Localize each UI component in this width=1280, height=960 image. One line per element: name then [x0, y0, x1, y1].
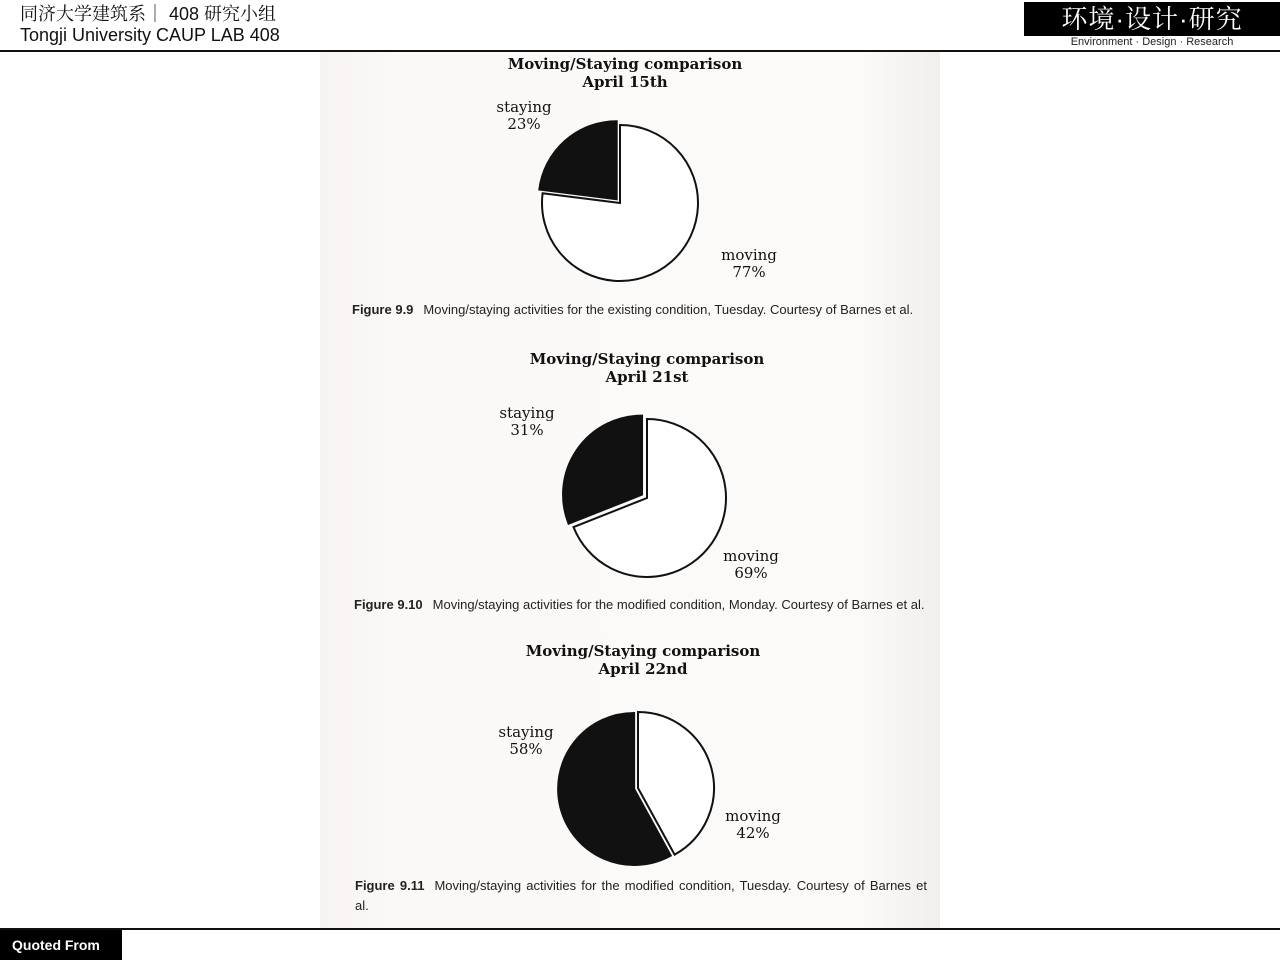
slice-value: 58% — [509, 740, 543, 758]
figure-caption — [352, 300, 924, 320]
pie-chart — [542, 407, 752, 592]
figure-caption — [354, 595, 926, 615]
slice-value: 42% — [736, 824, 770, 842]
lab-name-english: Tongji University CAUP LAB 408 — [20, 25, 280, 45]
slice-value: 23% — [507, 115, 541, 133]
scanned-book-page — [320, 52, 940, 928]
slice-name: staying — [496, 98, 552, 116]
figure-caption-text: Moving/staying activities for the modified condition, Tuesday. Courtesy of Barnes et al. — [355, 878, 927, 913]
slice-name: moving — [721, 246, 777, 264]
figure-number: Figure 9.10 — [354, 597, 423, 612]
slice-name: staying — [499, 404, 555, 422]
slice-label-moving — [718, 808, 788, 842]
chart-subtitle: April 22nd — [598, 660, 688, 678]
slice-name: moving — [725, 807, 781, 825]
slice-value: 69% — [734, 564, 768, 582]
figure-number: Figure 9.11 — [355, 878, 425, 893]
chart-title-line: Moving/Staying comparison — [525, 642, 761, 660]
chart-title — [492, 350, 802, 386]
lab-name-chinese: 同济大学建筑系｜ 408 研究小组 — [20, 4, 277, 24]
chart-subtitle: April 15th — [582, 73, 668, 91]
figure-number: Figure 9.9 — [352, 302, 414, 317]
chart-title — [470, 55, 780, 91]
logo-subtitle: Environment · Design · Research — [1070, 36, 1234, 48]
footer-divider — [0, 928, 1280, 930]
slice-label-moving — [714, 247, 784, 281]
figure-caption — [355, 876, 927, 916]
chart-subtitle: April 21st — [605, 368, 689, 386]
pie-chart — [542, 702, 727, 874]
page-header — [0, 0, 1280, 50]
slice-value: 77% — [732, 263, 766, 281]
pie-chart — [520, 112, 720, 302]
logo — [1024, 0, 1280, 50]
figure-caption-text: Moving/staying activities for the modified condition, Monday. Courtesy of Barnes et al. — [432, 597, 925, 612]
slice-name: moving — [723, 547, 779, 565]
quoted-from-label: Quoted From — [0, 930, 122, 960]
figure-caption-text: Moving/staying activities for the existing condition, Tuesday. Courtesy of Barnes et al. — [423, 302, 914, 317]
slice-name: staying — [498, 723, 554, 741]
chart-title — [488, 642, 798, 678]
chart-title-line: Moving/Staying comparison — [529, 350, 765, 368]
slice-value: 31% — [510, 421, 544, 439]
chart-title-line: Moving/Staying comparison — [507, 55, 743, 73]
pie-slice-staying — [539, 121, 616, 199]
logo-title: 环境·设计·研究 — [1024, 2, 1280, 36]
